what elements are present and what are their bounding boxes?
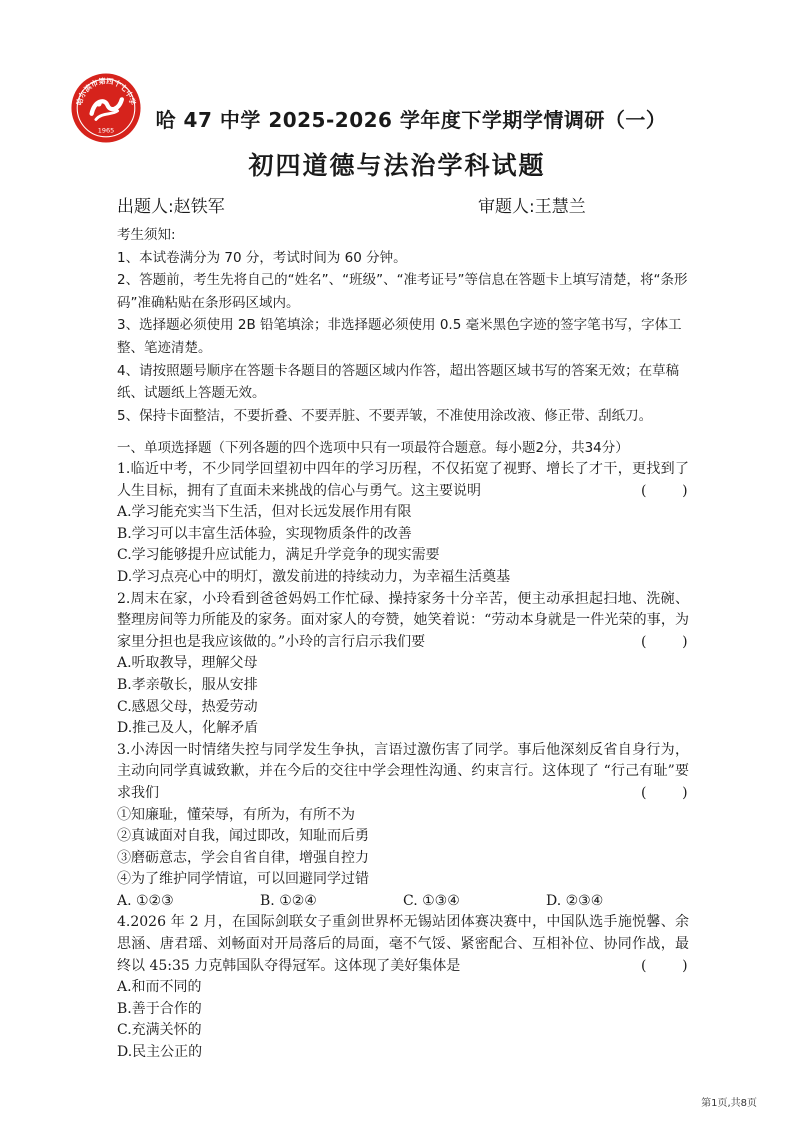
exam-title: 哈 47 中学 2025-2026 学年度下学期学情调研（一） xyxy=(155,108,667,132)
choice-b: B. ①②④ xyxy=(260,892,317,909)
question-stem: 2.周末在家，小玲看到爸爸妈妈工作忙碌、操持家务十分辛苦，便主动承担起扫地、洗碗、整理房间等力所能及的家务。面对家人的夸赞，她笑着说：“劳动本身就是一件光荣的事，为家里分担也是我应该做的。”小玲的言行启示我们要 ( ) xyxy=(117,589,689,654)
option-b: B.学习可以丰富生活体验，实现物质条件的改善 xyxy=(117,525,412,542)
option-d: D.推己及人，化解矛盾 xyxy=(117,720,259,737)
instructions-heading: 考生须知: xyxy=(117,227,176,243)
option-b: B.孝亲敬长，服从安排 xyxy=(117,676,258,693)
svg-text:1965: 1965 xyxy=(97,126,115,135)
instruction-item: 5、保持卡面整洁，不要折叠、不要弄脏、不要弄皱，不准使用涂改液、修正带、刮纸刀。 xyxy=(117,407,653,424)
instruction-item: 1、本试卷满分为 70 分，考试时间为 60 分钟。 xyxy=(117,249,407,266)
question-1 xyxy=(117,459,689,589)
option-a: A.和而不同的 xyxy=(117,979,202,996)
option-d: D.学习点亮心中的明灯，激发前进的持续动力，为幸福生活奠基 xyxy=(117,568,511,585)
option-c: C.学习能够提升应试能力，满足升学竞争的现实需要 xyxy=(117,547,440,564)
answer-blank: ( ) xyxy=(641,957,688,974)
question-setter: 出题人:赵铁军 xyxy=(117,197,225,217)
answer-blank: ( ) xyxy=(641,784,688,801)
option-d: D.民主公正的 xyxy=(117,1044,203,1061)
statement-3: ③磨砺意志，学会自省自律，增强自控力 xyxy=(117,849,369,866)
statement-4: ④为了维护同学情谊，可以回避同学过错 xyxy=(117,871,369,888)
choice-a: A. ①②③ xyxy=(117,892,174,909)
option-b: B.善于合作的 xyxy=(117,1000,202,1017)
question-4 xyxy=(117,912,689,1063)
section-title: 一、单项选择题（下列各题的四个选项中只有一项最符合题意。每小题2分，共34分） xyxy=(117,440,629,456)
question-2 xyxy=(117,589,689,740)
instruction-item: 2、答题前，考生先将自己的“姓名”、“班级”、“准考证号”等信息在答题卡上填写清楚，将“条形码”准确粘贴在条形码区域内。 xyxy=(117,272,688,311)
question-stem: 3.小涛因一时情绪失控与同学发生争执，言语过激伤害了同学。事后他深刻反省自身行为，主动向同学真诚致歉，并在今后的交往中学会理性沟通、约束言行。这体现了 “行己有耻”要求我们 ( ) xyxy=(117,740,689,805)
exam-subtitle: 初四道德与法治学科试题 xyxy=(248,151,546,180)
option-a: A.学习能充实当下生活，但对长远发展作用有限 xyxy=(117,504,412,521)
option-c: C.充满关怀的 xyxy=(117,1022,202,1039)
answer-blank: ( ) xyxy=(641,633,688,650)
statement-1: ①知廉耻，懂荣辱，有所为，有所不为 xyxy=(117,806,355,823)
instruction-item: 3、选择题必须使用 2B 铅笔填涂；非选择题必须使用 0.5 毫米黑色字迹的签字笔书写，字体工整、笔迹清楚。 xyxy=(117,317,682,356)
page-number: 第1页,共8页 xyxy=(701,1098,757,1109)
question-reviewer: 审题人:王慧兰 xyxy=(478,197,586,217)
question-stem: 1.临近中考，不少同学回望初中四年的学习历程，不仅拓宽了视野、增长了才干，更找到了人生目标，拥有了直面未来挑战的信心与勇气。这主要说明 ( ) xyxy=(117,459,689,502)
question-list xyxy=(117,459,689,1064)
option-c: C.感恩父母，热爱劳动 xyxy=(117,698,258,715)
exam-instructions xyxy=(117,224,697,427)
question-stem: 4.2026 年 2 月，在国际剑联女子重剑世界杯无锡站团体赛决赛中，中国队选手施悦馨、余思涵、唐君瑶、刘畅面对开局落后的局面，毫不气馁、紧密配合、互相补位、协同作战，最终以 45:35 力克韩国队夺得冠军。这体现了美好集体是 ( ) xyxy=(117,912,689,977)
question-3 xyxy=(117,740,689,913)
choice-row xyxy=(117,891,689,913)
instruction-item: 4、请按照题号顺序在答题卡各题目的答题区域内作答，超出答题区域书写的答案无效；在草稿纸、试题纸上答题无效。 xyxy=(117,362,680,402)
choice-c: C. ①③④ xyxy=(403,892,460,909)
option-a: A.听取教导，理解父母 xyxy=(117,655,258,672)
statement-2: ②真诚面对自我，闻过即改，知耻而后勇 xyxy=(117,828,369,845)
answer-blank: ( ) xyxy=(641,482,688,499)
svg-text:哈尔滨市第四十七中学: 哈尔滨市第四十七中学 xyxy=(74,76,138,107)
choice-d: D. ②③④ xyxy=(546,892,604,909)
